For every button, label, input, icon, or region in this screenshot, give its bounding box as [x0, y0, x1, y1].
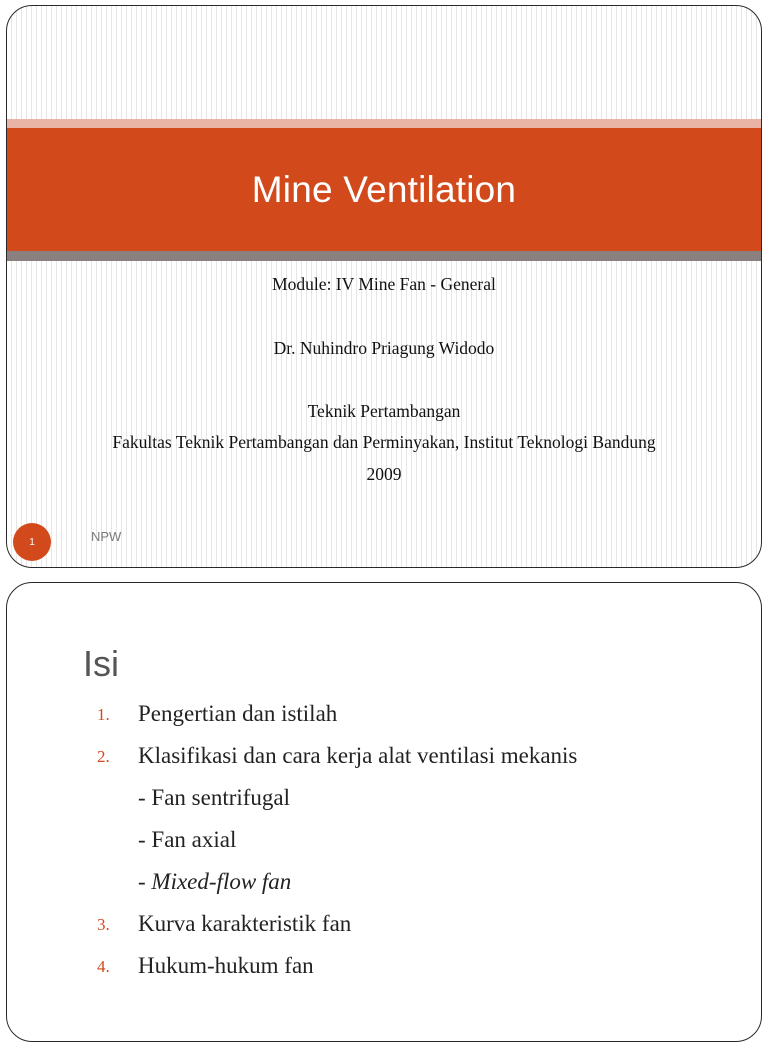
band-bottom-stripe — [7, 251, 761, 261]
list-number: 3. — [97, 915, 110, 934]
list-text: Pengertian dan istilah — [138, 701, 338, 726]
footer-text: NPW — [91, 529, 122, 544]
year-line: 2009 — [366, 464, 402, 484]
author-line: Dr. Nuhindro Priagung Widodo — [273, 338, 495, 358]
band-main — [7, 128, 761, 251]
list-text — [138, 869, 291, 895]
list-text: - Fan axial — [138, 827, 237, 852]
list-prefix: - — [138, 869, 152, 894]
module-line: Module: IV Mine Fan - General — [272, 274, 496, 294]
list-text: - Fan sentrifugal — [138, 785, 291, 810]
list-number: 2. — [97, 747, 110, 766]
title-slide — [6, 5, 762, 568]
faculty-line: Fakultas Teknik Pertambangan dan Perminyakan, Institut Teknologi Bandung — [112, 432, 656, 452]
list-number: 1. — [97, 705, 110, 724]
list-number: 4. — [97, 957, 110, 976]
title-band — [7, 119, 761, 261]
list-text-italic: Mixed-flow fan — [151, 869, 292, 894]
page-number-badge: 1 — [13, 523, 51, 561]
list-text: Hukum-hukum fan — [138, 953, 314, 978]
list-text: Kurva karakteristik fan — [138, 911, 352, 936]
band-top-stripe — [7, 119, 761, 128]
contents-heading: Isi — [83, 643, 119, 684]
department-line: Teknik Pertambangan — [307, 401, 461, 421]
slide-title: Mine Ventilation — [251, 168, 517, 210]
contents-slide — [6, 582, 762, 1042]
list-text: Klasifikasi dan cara kerja alat ventilasi mekanis — [138, 743, 578, 768]
